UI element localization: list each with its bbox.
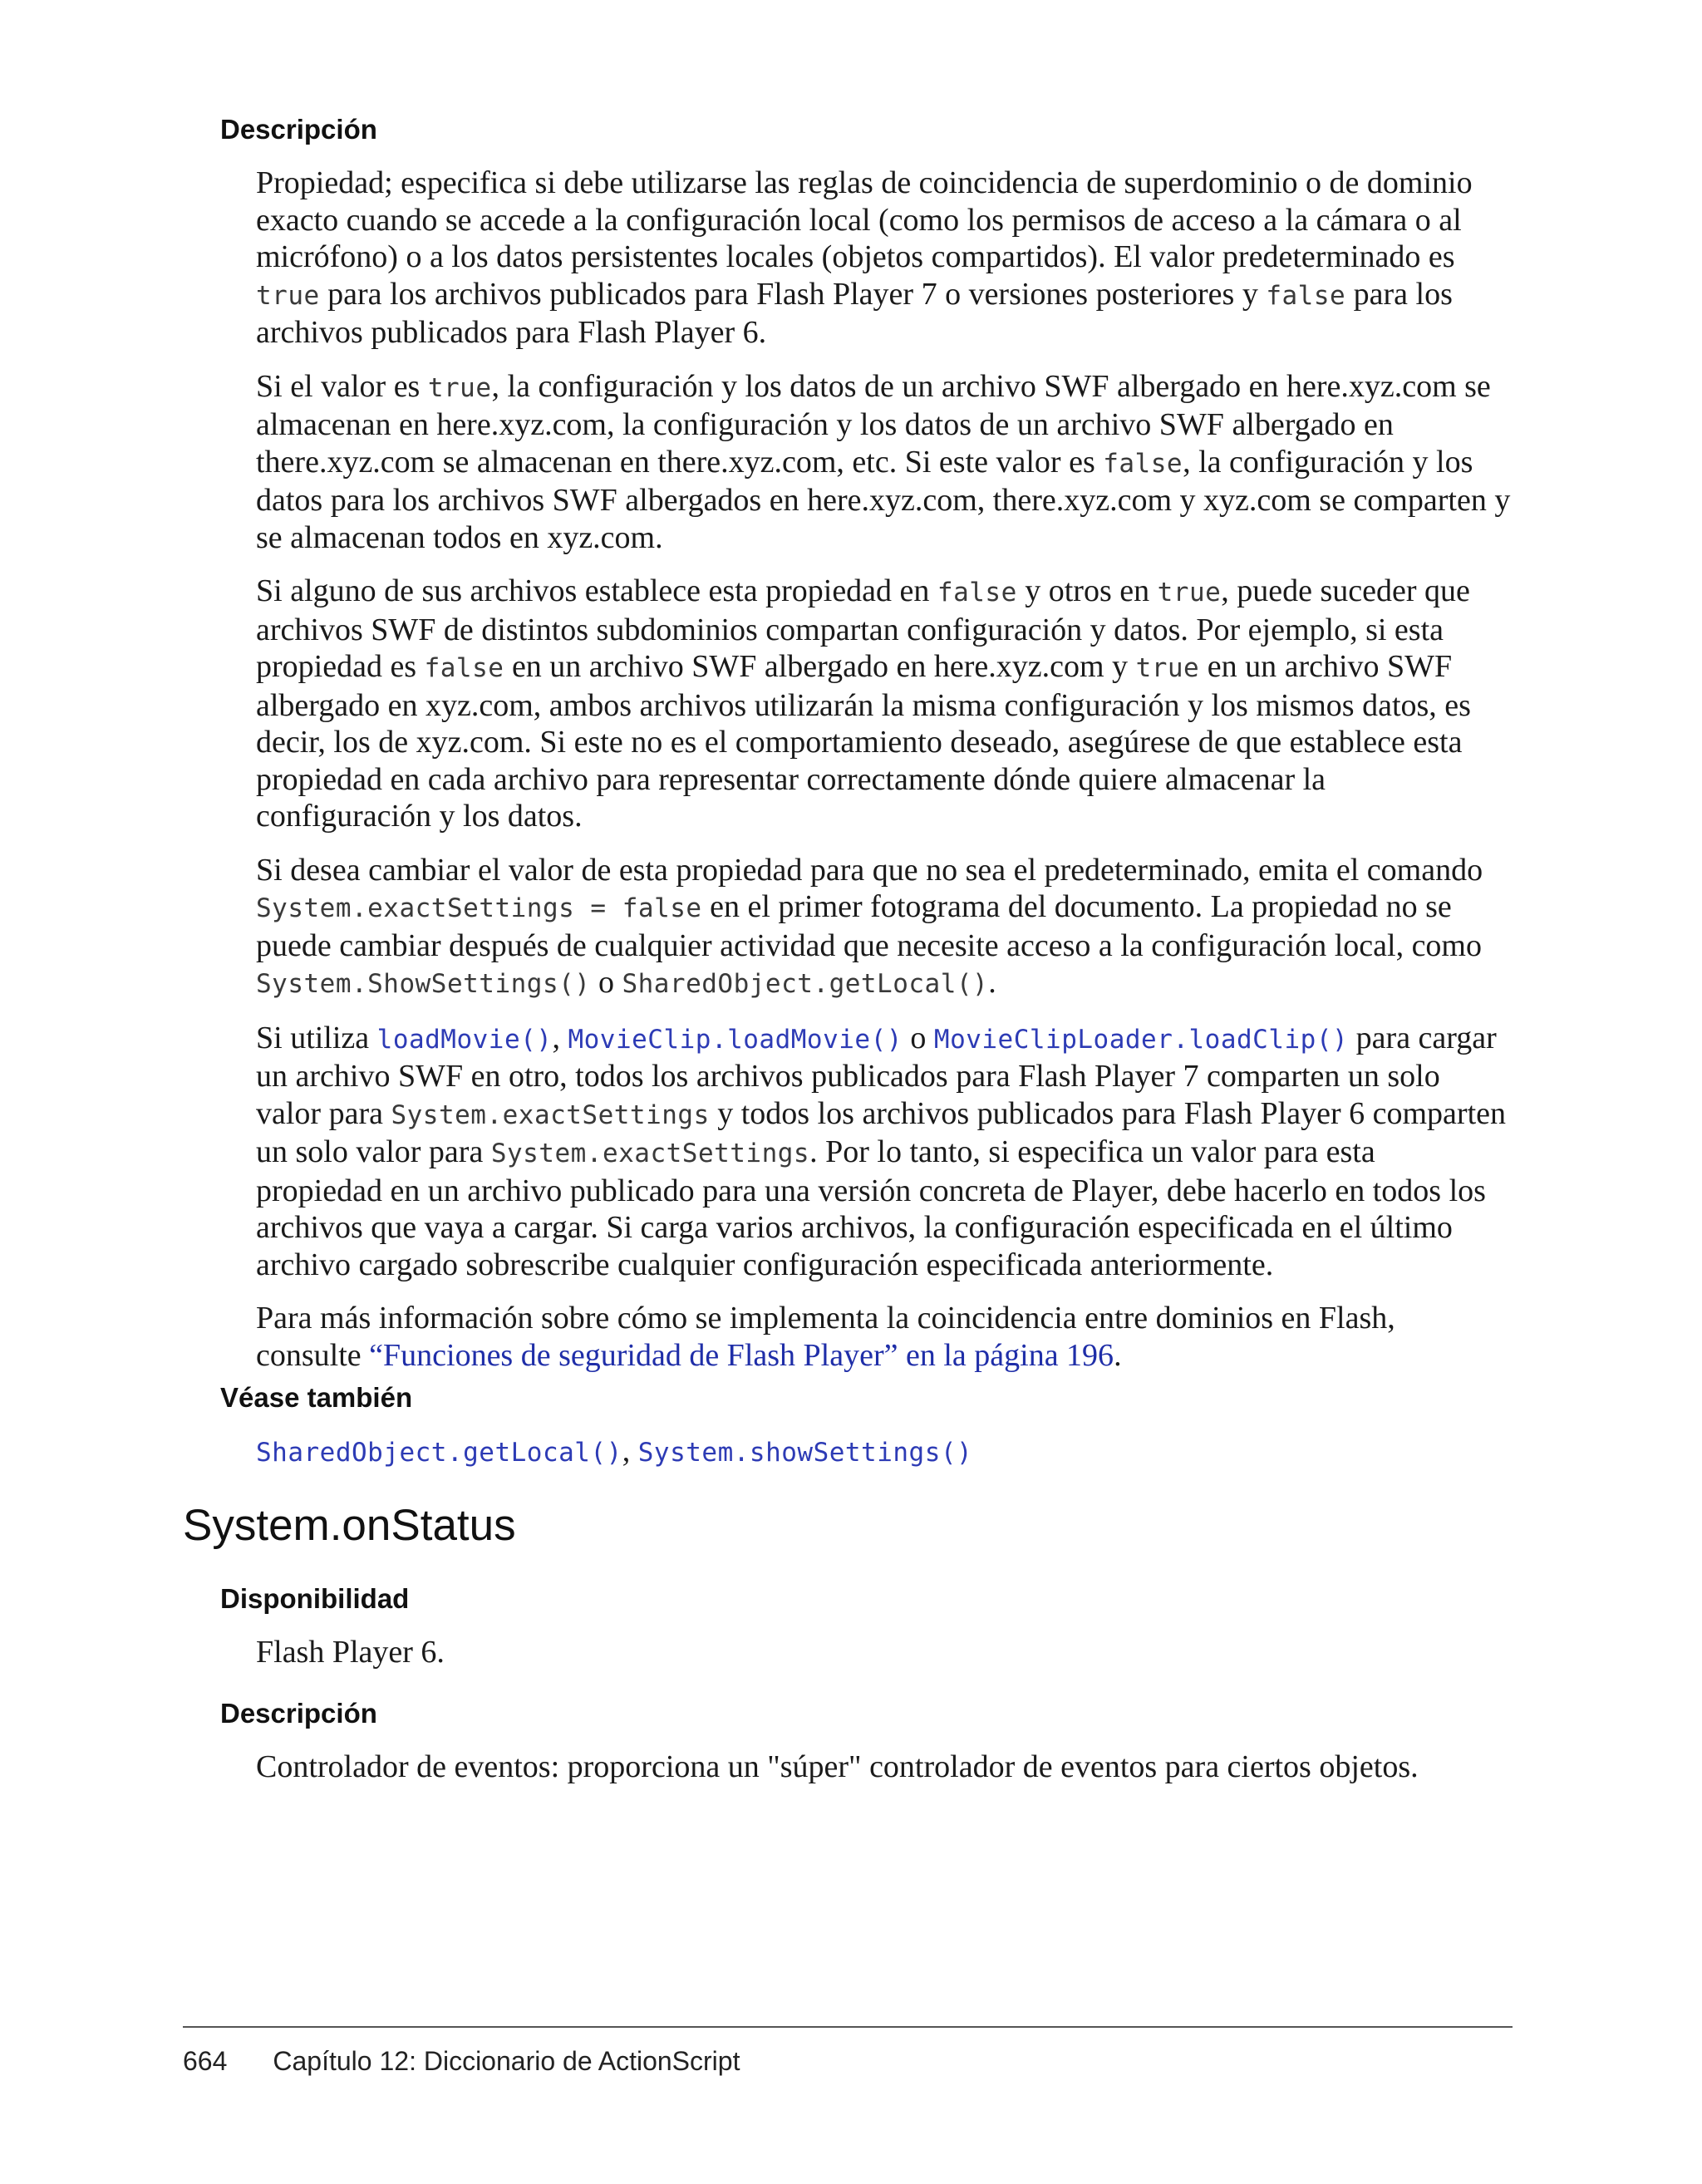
text-fragment: consulte — [256, 1337, 370, 1373]
text-fragment: y otros en — [1016, 573, 1158, 608]
text-fragment: . — [1114, 1337, 1122, 1373]
code-false: false — [1103, 448, 1183, 479]
text-fragment: para cargar — [1348, 1020, 1497, 1055]
text-line — [256, 573, 1519, 612]
text-line — [256, 888, 1519, 927]
loadmovie-link[interactable]: loadMovie() — [376, 1024, 553, 1055]
text-line — [256, 648, 1519, 687]
text-fragment: para los — [1345, 276, 1453, 312]
text-line: almacenan en here.xyz.com, la configuración y los datos de un archivo SWF albergado en — [256, 407, 1394, 442]
text-fragment: Si alguno de sus archivos establece esta propiedad en — [256, 573, 937, 608]
onstatus-description-heading: Descripción — [220, 1698, 377, 1729]
text-line: archivo cargado sobrescribe cualquier configuración especificada anteriormente. — [256, 1247, 1274, 1282]
text-line — [256, 276, 1519, 315]
description-paragraph-4 — [256, 852, 1519, 1003]
text-line: albergado en xyz.com, ambos archivos utilizarán la misma configuración y los mismos datos, es — [256, 687, 1471, 723]
availability-text: Flash Player 6. — [256, 1635, 445, 1670]
text-fragment: valor para — [256, 1095, 391, 1131]
text-fragment: y todos los archivos publicados para Flash Player 6 comparten — [709, 1095, 1506, 1131]
text-fragment: Si utiliza — [256, 1020, 377, 1055]
text-fragment: Si el valor es — [256, 368, 428, 404]
moviecliploader-loadclip-link[interactable]: MovieClipLoader.loadClip() — [933, 1024, 1349, 1055]
text-line: micrófono) o a los datos persistentes locales (objetos compartidos). El valor predeterminado es — [256, 239, 1455, 274]
text-fragment: o — [590, 965, 622, 1000]
text-fragment: , — [622, 1434, 638, 1468]
code-false: false — [1266, 280, 1346, 311]
text-line: archivos que vaya a cargar. Si carga varios archivos, la configuración especificada en el último — [256, 1210, 1453, 1245]
text-fragment: , la configuración y los — [1183, 444, 1473, 480]
text-line: archivos publicados para Flash Player 6. — [256, 315, 767, 350]
text-line — [256, 444, 1519, 483]
text-line: Para más información sobre cómo se implementa la coincidencia entre dominios en Flash, — [256, 1301, 1395, 1335]
text-line — [256, 1134, 1519, 1173]
availability-body — [256, 1634, 1519, 1671]
code-shared-object-getlocal: SharedObject.getLocal() — [622, 969, 989, 999]
text-line: exacto cuando se accede a la configuración local (como los permisos de acceso a la cámara o al — [256, 202, 1462, 238]
security-functions-link[interactable]: “Funciones de seguridad de Flash Player” en la página 196 — [369, 1337, 1114, 1373]
description-paragraph-6 — [256, 1300, 1519, 1374]
shared-object-getlocal-link[interactable]: SharedObject.getLocal() — [256, 1438, 622, 1468]
text-fragment: o — [902, 1020, 934, 1055]
text-fragment: en un archivo SWF — [1199, 649, 1453, 684]
text-line: Propiedad; especifica si debe utilizarse las reglas de coincidencia de superdominio o de dominio — [256, 165, 1473, 200]
text-fragment: , — [552, 1020, 568, 1055]
text-line: un archivo SWF en otro, todos los archivos publicados para Flash Player 7 comparten un solo — [256, 1059, 1440, 1094]
text-fragment: . Por lo tanto, si especifica un valor para esta — [809, 1134, 1375, 1169]
chapter-title: Capítulo 12: Diccionario de ActionScript — [273, 2046, 740, 2076]
availability-heading: Disponibilidad — [220, 1583, 410, 1614]
description-heading: Descripción — [220, 114, 377, 145]
text-line: propiedad en cada archivo para representar correctamente dónde quiere almacenar la — [256, 761, 1326, 797]
text-fragment: , la configuración y los datos de un archivo SWF albergado en here.xyz.com se — [491, 368, 1491, 404]
section-title: System.onStatus — [183, 1501, 516, 1550]
code-true: true — [1135, 653, 1200, 683]
text-line: archivos SWF de distintos subdominios compartan configuración y datos. Por ejemplo, si esta — [256, 612, 1444, 647]
text-line — [256, 964, 1519, 1003]
text-line: decir, los de xyz.com. Si este no es el comportamiento deseado, asegúrese de que establece esta — [256, 725, 1463, 760]
code-true: true — [427, 372, 492, 403]
text-line: datos para los archivos SWF albergados en here.xyz.com, there.xyz.com y xyz.com se comparten y — [256, 483, 1511, 518]
code-false: false — [424, 653, 504, 683]
description-paragraph-1 — [256, 165, 1519, 352]
code-exact-settings-assignment: System.exactSettings = false — [256, 893, 702, 923]
see-also-links — [256, 1433, 1519, 1472]
text-line — [256, 1337, 1519, 1375]
code-exact-settings: System.exactSettings — [490, 1139, 810, 1168]
description-paragraph-5 — [256, 1020, 1519, 1284]
text-fragment: . — [988, 965, 996, 1000]
text-fragment: un solo valor para — [256, 1134, 491, 1169]
text-fragment: en un archivo SWF albergado en here.xyz.com y — [504, 649, 1136, 684]
page-number: 664 — [183, 2046, 228, 2076]
footer-divider — [183, 2026, 1513, 2028]
code-false: false — [937, 578, 1017, 607]
onstatus-description-text: Controlador de eventos: proporciona un "súper" controlador de eventos para ciertos objetos. — [256, 1749, 1419, 1784]
text-fragment: en el primer fotograma del documento. La propiedad no se — [701, 889, 1452, 924]
text-fragment: there.xyz.com se almacenan en there.xyz.com, etc. Si este valor es — [256, 444, 1104, 480]
text-line: se almacenan todos en xyz.com. — [256, 519, 663, 555]
text-line: propiedad en un archivo publicado para una versión concreta de Player, debe hacerlo en todos los — [256, 1173, 1486, 1208]
text-line: Si desea cambiar el valor de esta propiedad para que no sea el predeterminado, emita el comando — [256, 852, 1483, 888]
text-line: puede cambiar después de cualquier actividad que necesite acceso a la configuración local, como — [256, 927, 1482, 963]
text-line: configuración y los datos. — [256, 799, 583, 834]
description-paragraph-2 — [256, 368, 1519, 557]
movieclip-loadmovie-link[interactable]: MovieClip.loadMovie() — [568, 1024, 903, 1055]
see-also-heading: Véase también — [220, 1382, 413, 1413]
page-footer — [183, 2044, 740, 2078]
code-true: true — [1157, 578, 1222, 607]
code-true: true — [256, 280, 320, 311]
text-fragment: , puede suceder que — [1221, 573, 1470, 608]
description-body — [256, 165, 1519, 1390]
see-also-body — [256, 1433, 1519, 1472]
text-line — [256, 1020, 1519, 1059]
text-fragment: propiedad es — [256, 649, 425, 684]
text-line — [256, 368, 1519, 407]
code-exact-settings: System.exactSettings — [391, 1099, 710, 1130]
description-paragraph-3 — [256, 573, 1519, 835]
text-line — [256, 1095, 1519, 1134]
text-fragment: para los archivos publicados para Flash Player 7 o versiones posteriores y — [319, 276, 1267, 312]
system-showsettings-link[interactable]: System.showSettings() — [637, 1438, 973, 1468]
code-show-settings: System.ShowSettings() — [256, 969, 591, 999]
onstatus-description-body — [256, 1749, 1519, 1786]
